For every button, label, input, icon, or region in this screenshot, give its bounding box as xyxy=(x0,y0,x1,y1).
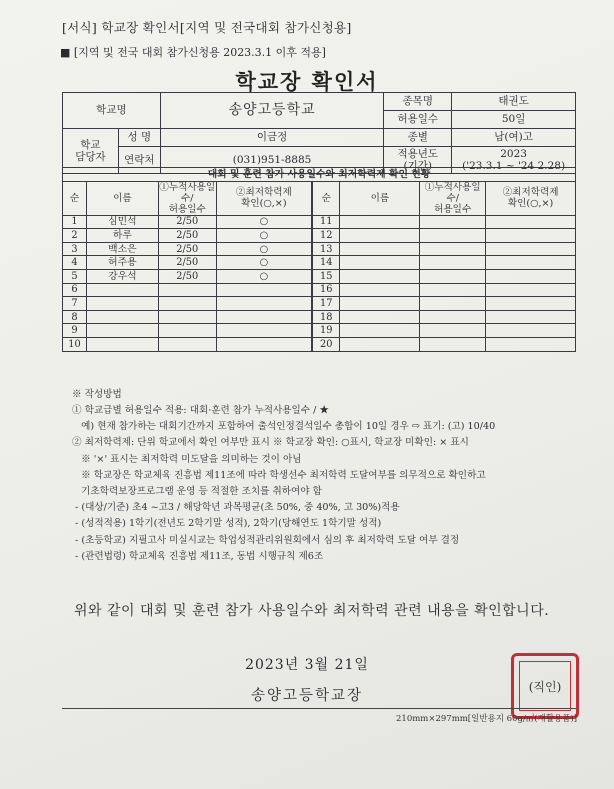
row-days xyxy=(158,324,216,338)
row-check-right xyxy=(486,310,576,324)
row-name: 하루 xyxy=(86,229,158,243)
row-days xyxy=(158,297,216,311)
school-label: 학교명 xyxy=(63,93,161,129)
col-days-header: ①누적사용일수/ 허용일수 xyxy=(159,181,216,215)
allowed-days-label: 허용일수 xyxy=(384,111,452,129)
table-row xyxy=(63,242,576,256)
row-no: 8 xyxy=(63,310,87,324)
row-check xyxy=(216,324,312,338)
row-name xyxy=(86,283,158,297)
col-no-header: 순 xyxy=(63,181,87,215)
paper-spec: 210mm×297mm[일반용지 60g/㎡(재활용품)] xyxy=(396,714,578,724)
method-line: 기초학력보장프로그램 운영 등 적절한 조치를 취하여야 함 xyxy=(72,486,322,497)
issue-date: 2023년 3월 21일 xyxy=(245,657,369,673)
row-days: 2/50 xyxy=(158,242,216,256)
row-no: 3 xyxy=(63,242,87,256)
table-row xyxy=(63,297,576,311)
event-label: 종목명 xyxy=(384,93,452,111)
table-row xyxy=(63,229,576,243)
row-no-right: 19 xyxy=(312,324,340,338)
method-line: ※ '×' 표시는 최저학력 미도달을 의미하는 것이 아님 xyxy=(72,453,302,465)
row-days xyxy=(158,310,216,324)
subtitle-row xyxy=(60,44,326,60)
row-check-right xyxy=(486,256,576,270)
method-line: - (성적적용) 1학기(전년도 2학기말 성적), 2학기(당해연도 1학기말 성적) xyxy=(72,518,382,530)
table-row xyxy=(63,256,576,270)
row-check: ○ xyxy=(216,256,312,270)
year-period: ('23.3.1 ~ '24 2.28) xyxy=(462,160,566,172)
name-label: 성 명 xyxy=(118,129,160,147)
table-row xyxy=(63,338,576,352)
row-check xyxy=(216,338,312,352)
school-info-table xyxy=(62,92,576,174)
row-no-right: 14 xyxy=(312,256,340,270)
row-days: 2/50 xyxy=(158,215,216,229)
row-days-right xyxy=(420,215,486,229)
row-no-right: 18 xyxy=(312,310,340,324)
event-value: 태권도 xyxy=(452,93,576,111)
row-no-right: 20 xyxy=(312,338,340,352)
contact-label: 연락처 xyxy=(118,147,160,174)
row-no-right: 16 xyxy=(312,283,340,297)
participation-table xyxy=(62,167,576,352)
row-no: 9 xyxy=(63,324,87,338)
row-check-right xyxy=(486,338,576,352)
seal-label: (직인) xyxy=(528,680,562,694)
row-days-right xyxy=(420,310,486,324)
row-check-right xyxy=(486,297,576,311)
row-days-right xyxy=(420,297,486,311)
row-name-right xyxy=(340,297,420,311)
col-name-header-right: 이름 xyxy=(340,181,420,215)
row-check: ○ xyxy=(216,270,312,284)
row-no: 2 xyxy=(63,229,87,243)
row-check: ○ xyxy=(216,242,312,256)
row-name-right xyxy=(340,310,420,324)
footer-divider xyxy=(62,708,576,709)
row-name xyxy=(86,310,158,324)
row-name: 허주용 xyxy=(86,256,158,270)
gender-label: 종별 xyxy=(384,129,452,147)
form-title: [서식] 학교장 확인서[지역 및 전국대회 참가신청용] xyxy=(62,20,352,35)
row-name-right xyxy=(340,229,420,243)
col-check-header: ②최저학력제 확인(○,×) xyxy=(216,181,312,215)
col-no-header-right: 순 xyxy=(312,181,340,215)
row-name: 강우석 xyxy=(86,270,158,284)
col-check-header-right: ②최저학력제 확인(○,×) xyxy=(486,181,576,215)
name-value: 이금정 xyxy=(160,129,384,147)
row-check-right xyxy=(486,242,576,256)
row-no-right: 12 xyxy=(312,229,340,243)
contact-value: (031)951-8885 xyxy=(160,147,384,174)
table-row xyxy=(63,324,576,338)
row-days-right xyxy=(420,242,486,256)
row-days xyxy=(158,283,216,297)
row-name: 백소은 xyxy=(86,242,158,256)
row-no: 5 xyxy=(63,270,87,284)
principal-signature: 송양고등학교장 xyxy=(250,688,364,704)
row-check xyxy=(216,310,312,324)
year-value: 2023 xyxy=(500,147,527,160)
method-line: ① 학교급별 허용일수 적용: 대회·훈련 참가 누적사용일수 / ★ xyxy=(72,405,329,416)
row-check xyxy=(216,297,312,311)
row-check: ○ xyxy=(216,229,312,243)
table-row xyxy=(63,310,576,324)
col-name-header: 이름 xyxy=(86,181,158,215)
method-line: ② 최저학력제: 단위 학교에서 확인 여부만 표시 ※ 학교장 확인: ○표시, 학교장 미확인: × 표시 xyxy=(72,437,469,449)
row-name xyxy=(86,297,158,311)
row-days: 2/50 xyxy=(158,270,216,284)
row-name-right xyxy=(340,256,420,270)
row-name-right xyxy=(340,215,420,229)
participation-table-body xyxy=(63,168,576,352)
row-name-right xyxy=(340,270,420,284)
method-line: - (초등학교) 지필고사 미실시교는 학업성적관리위원회에서 심의 후 최저학력 도달 여부 결정 xyxy=(72,534,460,546)
row-no-right: 11 xyxy=(312,215,340,229)
row-check-right xyxy=(486,215,576,229)
col-days-header-right: ①누적사용일수/ 허용일수 xyxy=(420,181,486,215)
row-no-right: 13 xyxy=(312,242,340,256)
row-name xyxy=(86,324,158,338)
row-check-right xyxy=(486,270,576,284)
row-days xyxy=(158,338,216,352)
year-label: 적용년도 (기간) xyxy=(384,147,452,174)
row-check-right xyxy=(486,229,576,243)
row-days: 2/50 xyxy=(158,256,216,270)
table-row xyxy=(63,270,576,284)
table-header-row xyxy=(63,181,576,215)
row-check-right xyxy=(486,283,576,297)
row-name: 심민석 xyxy=(86,215,158,229)
method-line: - (대상/기준) 초4 ~고3 / 해당학년 과목평균(초 50%, 중 40%, 고 30%)적용 xyxy=(72,502,400,514)
method-line: - (관련법령) 학교체육 진흥법 제11조, 동법 시행규칙 제6조 xyxy=(72,550,324,562)
row-check xyxy=(216,283,312,297)
manager-label: 학교 담당자 xyxy=(63,129,119,174)
row-name xyxy=(86,338,158,352)
row-days: 2/50 xyxy=(158,229,216,243)
allowed-days-value: 50일 xyxy=(452,111,576,129)
row-days-right xyxy=(420,324,486,338)
row-days-right xyxy=(420,283,486,297)
row-no: 10 xyxy=(63,338,87,352)
method-heading: ※ 작성방법 xyxy=(72,389,122,400)
row-no: 4 xyxy=(63,256,87,270)
row-name-right xyxy=(340,242,420,256)
official-seal xyxy=(511,653,579,719)
confirmation-text: 위와 같이 대회 및 훈련 참가 사용일수와 최저학력 관련 내용을 확인합니다. xyxy=(74,603,550,619)
school-name: 송양고등학교 xyxy=(160,93,384,129)
row-name-right xyxy=(340,338,420,352)
row-no: 7 xyxy=(63,297,87,311)
row-no-right: 15 xyxy=(312,270,340,284)
row-no-right: 17 xyxy=(312,297,340,311)
row-name-right xyxy=(340,283,420,297)
table-row xyxy=(63,215,576,229)
row-days-right xyxy=(420,338,486,352)
table-title: 대회 및 훈련 참가 사용일수와 최저학력제 확인 현황 xyxy=(63,168,576,182)
table-row xyxy=(63,283,576,297)
gender-value: 남(여)고 xyxy=(452,129,576,147)
row-check: ○ xyxy=(216,215,312,229)
method-line: ※ 학교장은 학교체육 진흥법 제11조에 따라 학생선수 최저학력 도달여부를 의무적으로 확인하고 xyxy=(72,469,486,481)
document-title: 학교장 확인서 xyxy=(235,69,379,94)
row-no: 6 xyxy=(63,283,87,297)
row-no: 1 xyxy=(63,215,87,229)
row-check-right xyxy=(486,324,576,338)
method-line: 예) 현재 참가하는 대회기간까지 포함하여 출석인정결석일수 총합이 10일 경우 ⇨ 표기: (고) 10/40 xyxy=(72,421,496,433)
row-days-right xyxy=(420,229,486,243)
subtitle: [지역 및 전국 대회 참가신청용 2023.3.1 이후 적용] xyxy=(73,46,326,59)
square-bullet-icon: ■ xyxy=(60,46,71,59)
row-name-right xyxy=(340,324,420,338)
row-days-right xyxy=(420,270,486,284)
row-days-right xyxy=(420,256,486,270)
